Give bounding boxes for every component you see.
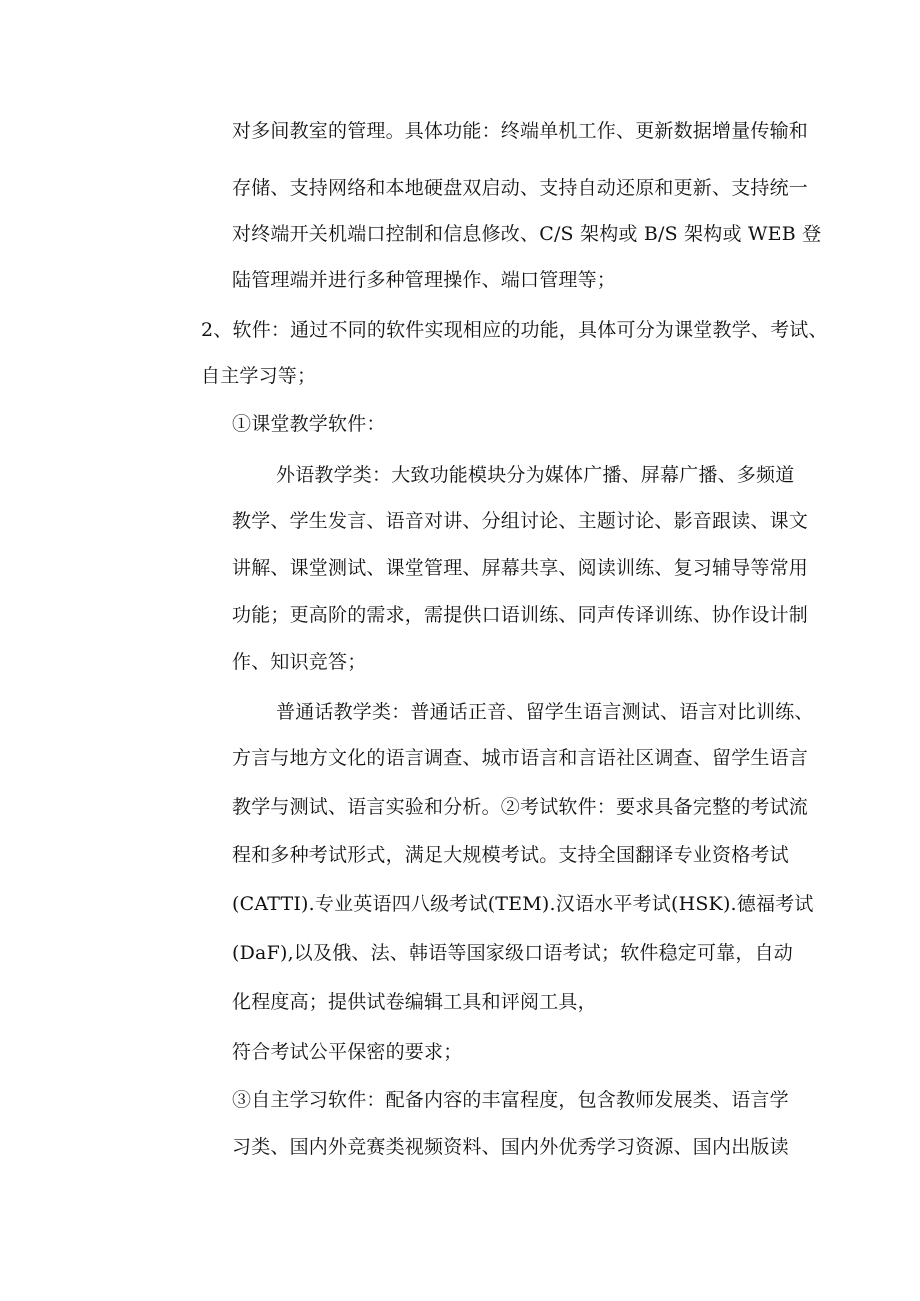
text-line: 陆管理端并进行多种管理操作、端口管理等； bbox=[232, 269, 617, 291]
text-line: 方言与地方文化的语言调查、城市语言和言语社区调查、留学生语言 bbox=[232, 747, 809, 769]
text-line: 2、软件：通过不同的软件实现相应的功能，具体可分为课堂教学、考试、 bbox=[201, 319, 828, 341]
text-line: 外语教学类：大致功能模块分为媒体广播、屏幕广播、多频道 bbox=[276, 464, 795, 486]
text-line: 对终端开关机端口控制和信息修改、C/S 架构或 B/S 架构或 WEB 登 bbox=[232, 223, 822, 245]
text-line: 存储、支持网络和本地硬盘双启动、支持自动还原和更新、支持统一 bbox=[232, 177, 809, 199]
text-line: 讲解、课堂测试、课堂管理、屏幕共享、阅读训练、复习辅导等常用 bbox=[232, 557, 809, 579]
text-line: 教学、学生发言、语音对讲、分组讨论、主题讨论、影音跟读、课文 bbox=[232, 510, 809, 532]
text-line: 对多间教室的管理。具体功能：终端单机工作、更新数据增量传输和 bbox=[232, 120, 809, 142]
text-line: 程和多种考试形式，满足大规模考试。支持全国翻译专业资格考试 bbox=[232, 844, 789, 866]
text-line: 功能；更高阶的需求，需提供口语训练、同声传译训练、协作设计制 bbox=[232, 604, 809, 626]
text-line: 自主学习等； bbox=[201, 365, 317, 387]
text-line: ③自主学习软件：配备内容的丰富程度，包含教师发展类、语言学 bbox=[232, 1089, 789, 1111]
text-line: 教学与测试、语言实验和分析。②考试软件：要求具备完整的考试流 bbox=[232, 796, 809, 818]
text-line: 普通话教学类：普通话正音、留学生语言测试、语言对比训练、 bbox=[276, 701, 814, 723]
text-line: 化程度高；提供试卷编辑工具和评阅工具， bbox=[232, 991, 597, 1013]
text-line: 符合考试公平保密的要求； bbox=[232, 1041, 463, 1063]
text-line: (DaF),以及俄、法、韩语等国家级口语考试；软件稳定可靠，自动 bbox=[232, 942, 794, 964]
text-line: 习类、国内外竞赛类视频资料、国内外优秀学习资源、国内出版读 bbox=[232, 1136, 789, 1158]
text-line: ①课堂教学软件： bbox=[232, 413, 386, 435]
text-line: 作、知识竞答； bbox=[232, 651, 367, 673]
text-line: (CATTI).专业英语四八级考试(TEM).汉语水平考试(HSK).德福考试 bbox=[232, 893, 814, 915]
